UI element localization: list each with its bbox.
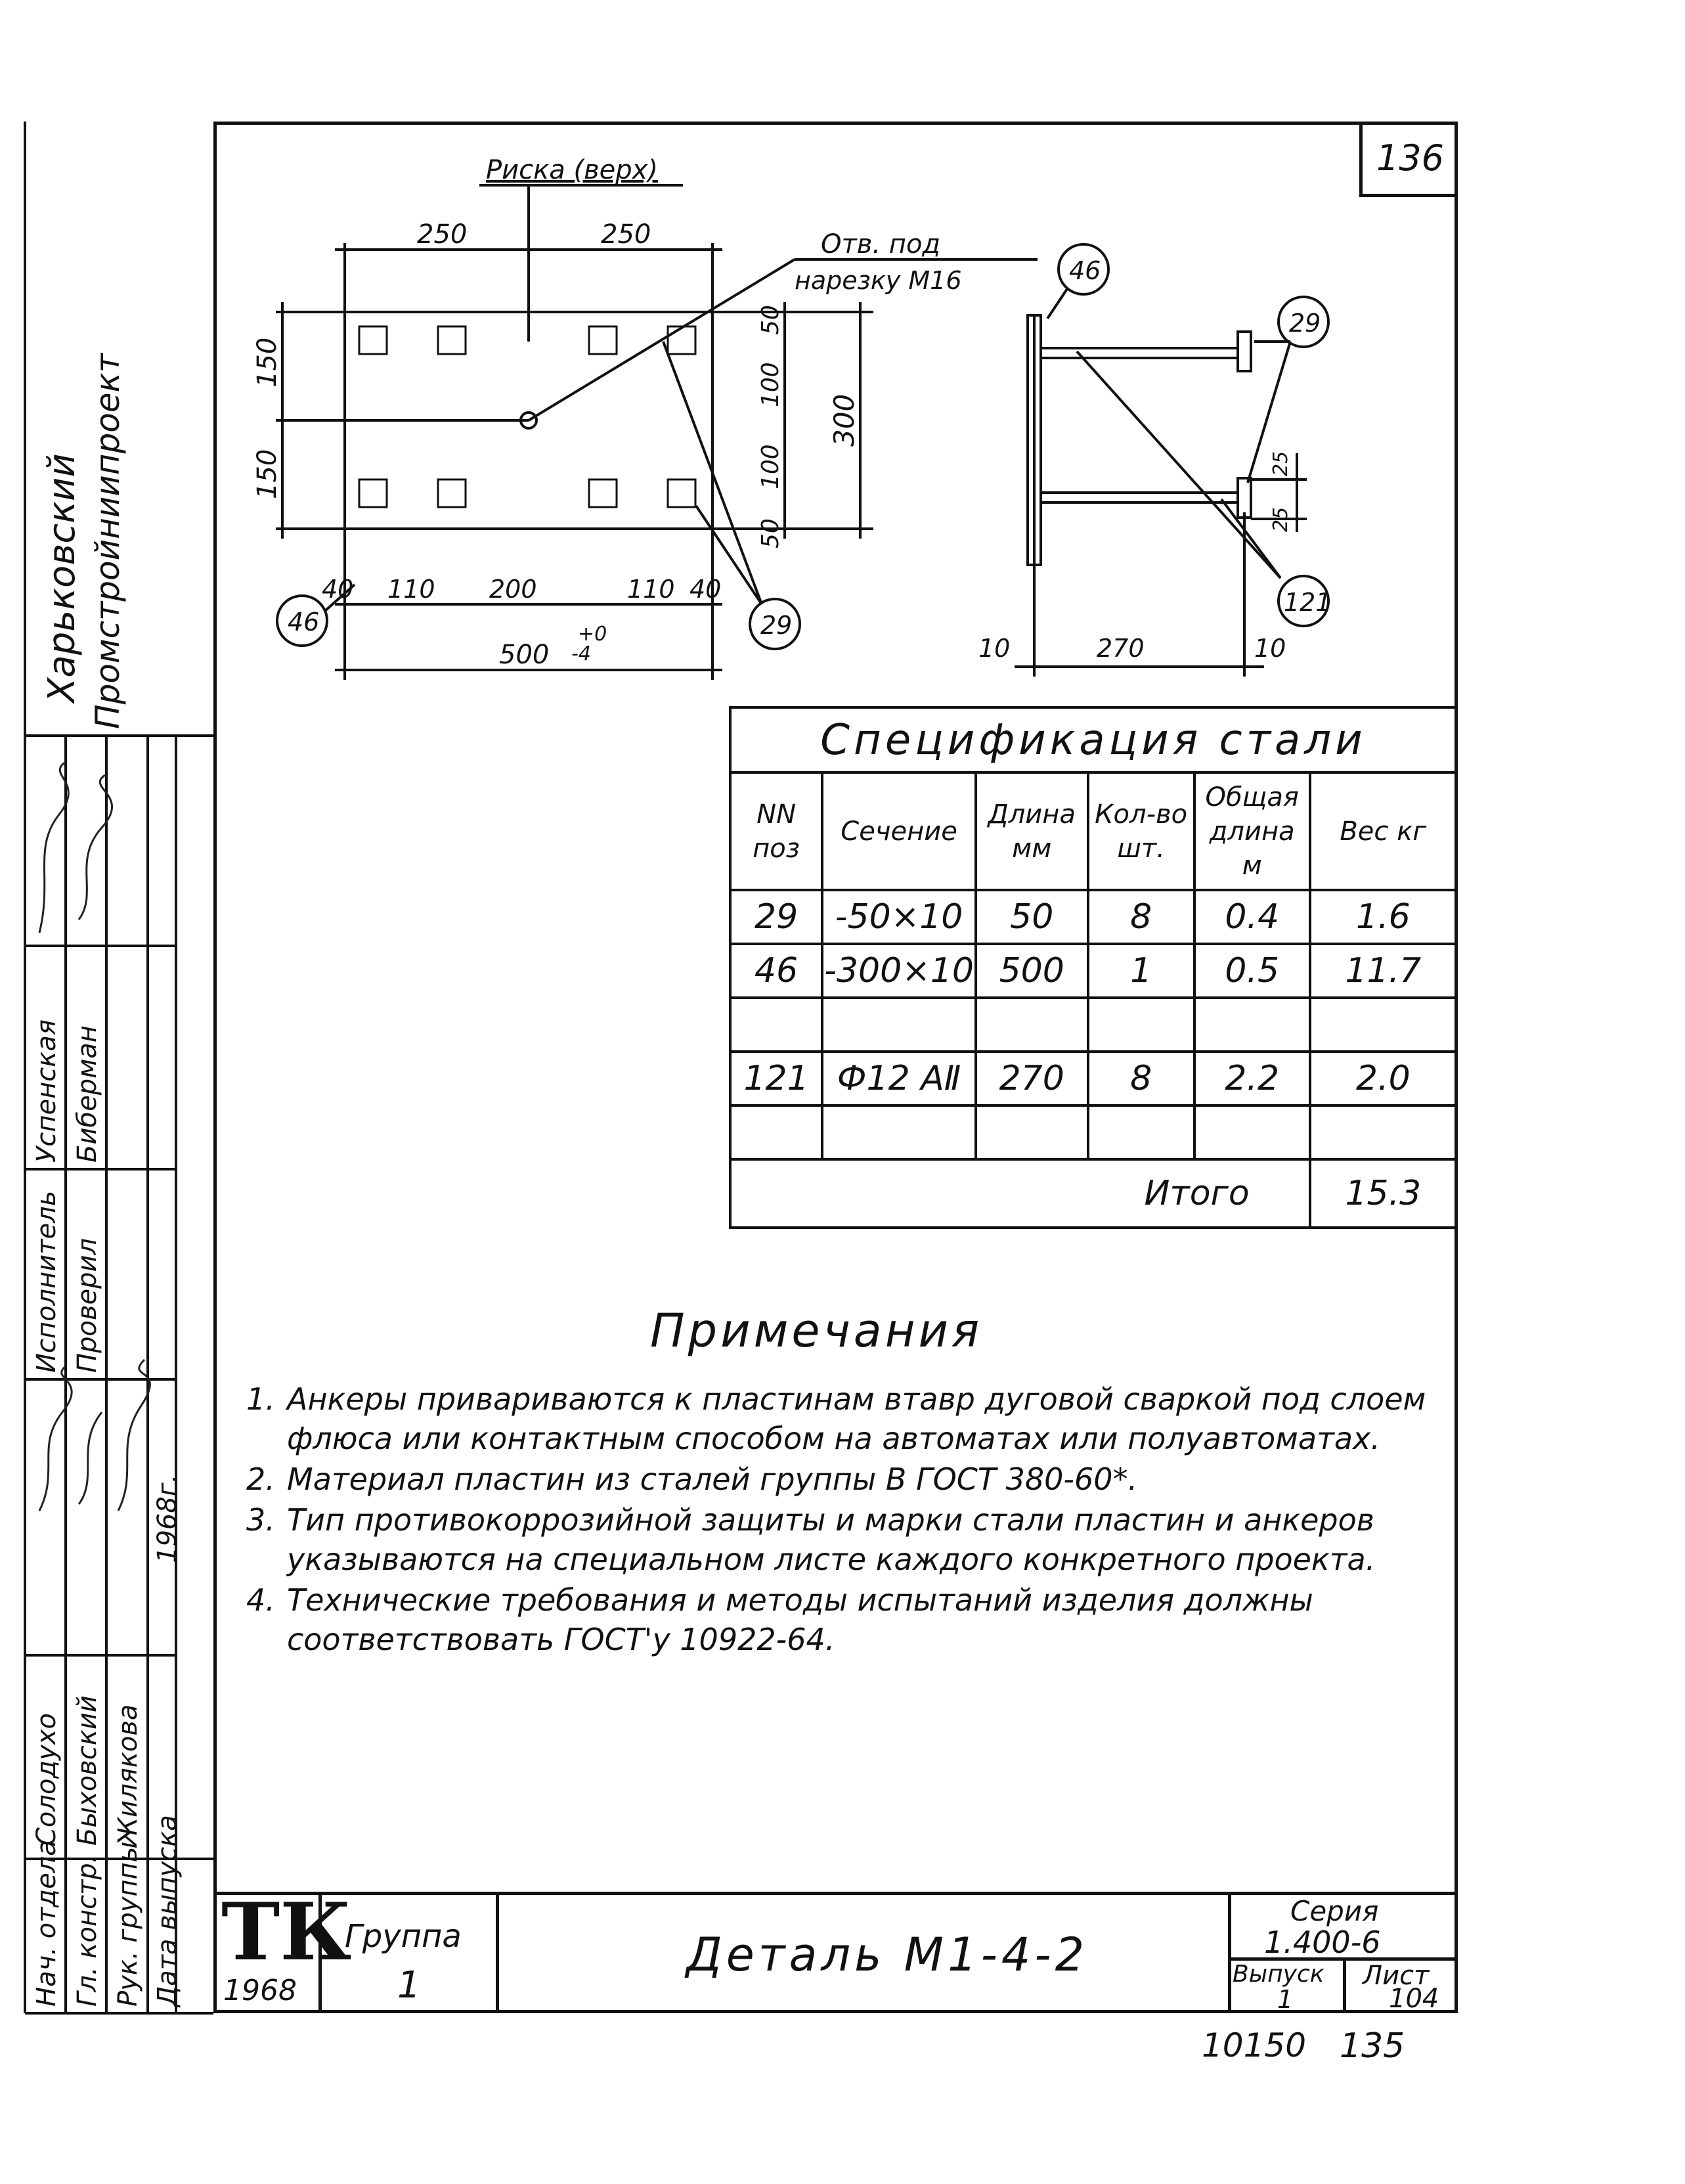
callout-29-a: 29 bbox=[760, 611, 793, 640]
cell bbox=[730, 1105, 822, 1159]
sheet-value: 104 bbox=[1389, 1984, 1439, 2014]
logo-year: 1968 bbox=[223, 1974, 297, 2007]
dim-bottom-2: 110 bbox=[387, 575, 435, 604]
dim-left-1: 150 bbox=[252, 337, 282, 388]
detail-title: Деталь M1-4-2 bbox=[686, 1928, 1089, 1982]
note-text: Материал пластин из сталей группы В ГОСТ 380-60*. bbox=[287, 1461, 1138, 1497]
cell: 270 bbox=[976, 1052, 1088, 1105]
stamp-name: Успенская bbox=[32, 1019, 62, 1163]
note-text: Анкеры привариваются к пластинам втавр дуговой сваркой под слоем флюса или контактным способом на автоматах или полуавтоматах. bbox=[287, 1381, 1426, 1456]
spec-header: Вес кг bbox=[1310, 772, 1456, 890]
total-label: Итого bbox=[730, 1159, 1310, 1228]
cell bbox=[1310, 998, 1456, 1052]
cell bbox=[976, 1105, 1088, 1159]
dim-right-3: 100 bbox=[757, 444, 784, 489]
callout-121: 121 bbox=[1284, 588, 1332, 617]
note-number: 2. bbox=[246, 1461, 275, 1497]
side-dim-2: 270 bbox=[1097, 634, 1145, 663]
dim-left-2: 150 bbox=[252, 449, 282, 499]
spec-header: Общая длина м bbox=[1194, 772, 1310, 890]
cell: 29 bbox=[730, 890, 822, 944]
dim-right-2: 100 bbox=[757, 362, 784, 407]
dim-right-total: 300 bbox=[828, 393, 860, 447]
org-line2: Промстройниипроект bbox=[89, 353, 127, 729]
stamp-name: Жилякова bbox=[113, 1704, 143, 1846]
cell: Ф12 AⅡ bbox=[822, 1052, 976, 1105]
bottom-number-left: 10150 bbox=[1202, 2026, 1307, 2064]
cell bbox=[1310, 1105, 1456, 1159]
note-item bbox=[246, 1379, 1455, 1458]
side-dim-1: 10 bbox=[978, 634, 1011, 663]
table-row bbox=[730, 944, 1456, 998]
side-dim-right-2: 25 bbox=[1269, 506, 1292, 532]
cell: 46 bbox=[730, 944, 822, 998]
table-row bbox=[730, 998, 1456, 1052]
stamp-role: Рук. группы bbox=[113, 1841, 143, 2007]
note-number: 4. bbox=[246, 1582, 275, 1618]
cell bbox=[1088, 1105, 1194, 1159]
note-text: Тип противокоррозийной защиты и марки стали пластин и анкеров указываются на специальном листе каждого конкретного проекта. bbox=[287, 1502, 1376, 1577]
cell: 50 bbox=[976, 890, 1088, 944]
group-label: Группа bbox=[345, 1918, 462, 1955]
table-row bbox=[730, 1105, 1456, 1159]
release-year: 1968г. bbox=[152, 1474, 183, 1563]
anchor-squares bbox=[359, 326, 695, 507]
notes-title: Примечания bbox=[650, 1304, 983, 1358]
dim-total-value: 500 bbox=[499, 640, 550, 670]
cell: -50×10 bbox=[822, 890, 976, 944]
total-value: 15.3 bbox=[1310, 1159, 1456, 1228]
side-dim-3: 10 bbox=[1254, 634, 1286, 663]
callout-46-a: 46 bbox=[288, 608, 320, 636]
stamp-role: Гл. констр. bbox=[72, 1854, 102, 2007]
stamp-role: Исполнитель bbox=[32, 1190, 62, 1373]
cell bbox=[822, 1105, 976, 1159]
cell bbox=[1194, 998, 1310, 1052]
table-row bbox=[730, 1052, 1456, 1105]
dim-top-1: 250 bbox=[417, 219, 468, 250]
cell bbox=[1088, 998, 1194, 1052]
total-row bbox=[730, 1159, 1456, 1228]
series-label: Серия bbox=[1290, 1895, 1379, 1927]
cell: 1.6 bbox=[1310, 890, 1456, 944]
note-item bbox=[246, 1580, 1455, 1659]
cell: 0.5 bbox=[1194, 944, 1310, 998]
spec-header: Длина мм bbox=[976, 772, 1088, 890]
cell bbox=[822, 998, 976, 1052]
stamp-name: Биберман bbox=[72, 1025, 102, 1163]
cell: 0.4 bbox=[1194, 890, 1310, 944]
cell: 2.2 bbox=[1194, 1052, 1310, 1105]
plate-drawing bbox=[0, 0, 1685, 723]
spec-table bbox=[729, 706, 1458, 1229]
label-rib: Риска (верх) bbox=[486, 155, 658, 185]
signatures bbox=[26, 749, 177, 1668]
dim-bottom-4: 110 bbox=[627, 575, 675, 604]
table-row bbox=[730, 890, 1456, 944]
notes-list bbox=[246, 1379, 1455, 1660]
note-item bbox=[246, 1500, 1455, 1579]
cell bbox=[730, 998, 822, 1052]
spec-header: Сечение bbox=[822, 772, 976, 890]
dim-right-4: 50 bbox=[757, 518, 784, 548]
bottom-number-right: 135 bbox=[1340, 2026, 1405, 2066]
cell: -300×10 bbox=[822, 944, 976, 998]
callout-46-b: 46 bbox=[1069, 256, 1101, 285]
stamp-role: Проверил bbox=[72, 1237, 102, 1373]
release-label: Дата выпуска bbox=[152, 1815, 183, 2007]
label-hole-2: нарезку M16 bbox=[795, 266, 962, 295]
cell bbox=[976, 998, 1088, 1052]
group-value: 1 bbox=[397, 1964, 421, 2007]
spec-title: Спецификация стали bbox=[730, 707, 1456, 772]
issue-label: Выпуск bbox=[1233, 1961, 1324, 1988]
note-item bbox=[246, 1460, 1455, 1499]
cell: 500 bbox=[976, 944, 1088, 998]
title-block bbox=[213, 1886, 1458, 2014]
cell bbox=[1194, 1105, 1310, 1159]
sheet-number-top: 136 bbox=[1359, 122, 1458, 197]
dim-total-tol-minus: -4 bbox=[571, 642, 591, 665]
cell: 121 bbox=[730, 1052, 822, 1105]
dim-bottom-1: 40 bbox=[322, 575, 354, 604]
spec-header: Кол-во шт. bbox=[1088, 772, 1194, 890]
dim-right-1: 50 bbox=[757, 305, 784, 335]
cell: 1 bbox=[1088, 944, 1194, 998]
stamp-name: Быховский bbox=[72, 1695, 102, 1846]
note-text: Технические требования и методы испытаний изделия должны соответствовать ГОСТ'у 10922-64. bbox=[287, 1582, 1313, 1657]
tk-logo: ТК bbox=[221, 1886, 352, 1978]
label-hole-1: Отв. под bbox=[821, 229, 941, 259]
dim-bottom-3: 200 bbox=[489, 575, 537, 604]
note-number: 3. bbox=[246, 1502, 275, 1538]
cell: 8 bbox=[1088, 1052, 1194, 1105]
side-dim-right-1: 25 bbox=[1269, 451, 1292, 476]
dim-bottom-5: 40 bbox=[689, 575, 722, 604]
stamp-role: Нач. отдела bbox=[32, 1840, 62, 2007]
cell: 8 bbox=[1088, 890, 1194, 944]
cell: 11.7 bbox=[1310, 944, 1456, 998]
callout-29-b: 29 bbox=[1289, 309, 1321, 338]
dim-total-tol-plus: +0 bbox=[578, 623, 607, 646]
note-number: 1. bbox=[246, 1381, 275, 1417]
dim-top-2: 250 bbox=[601, 219, 651, 250]
sheet-label: Лист bbox=[1363, 1961, 1430, 1991]
spec-header: NN поз bbox=[730, 772, 822, 890]
cell: 2.0 bbox=[1310, 1052, 1456, 1105]
issue-value: 1 bbox=[1277, 1985, 1294, 2014]
series-value: 1.400-6 bbox=[1264, 1925, 1381, 1960]
stamp-name: Солодухо bbox=[32, 1713, 62, 1846]
org-line1: Харьковский bbox=[41, 453, 83, 703]
